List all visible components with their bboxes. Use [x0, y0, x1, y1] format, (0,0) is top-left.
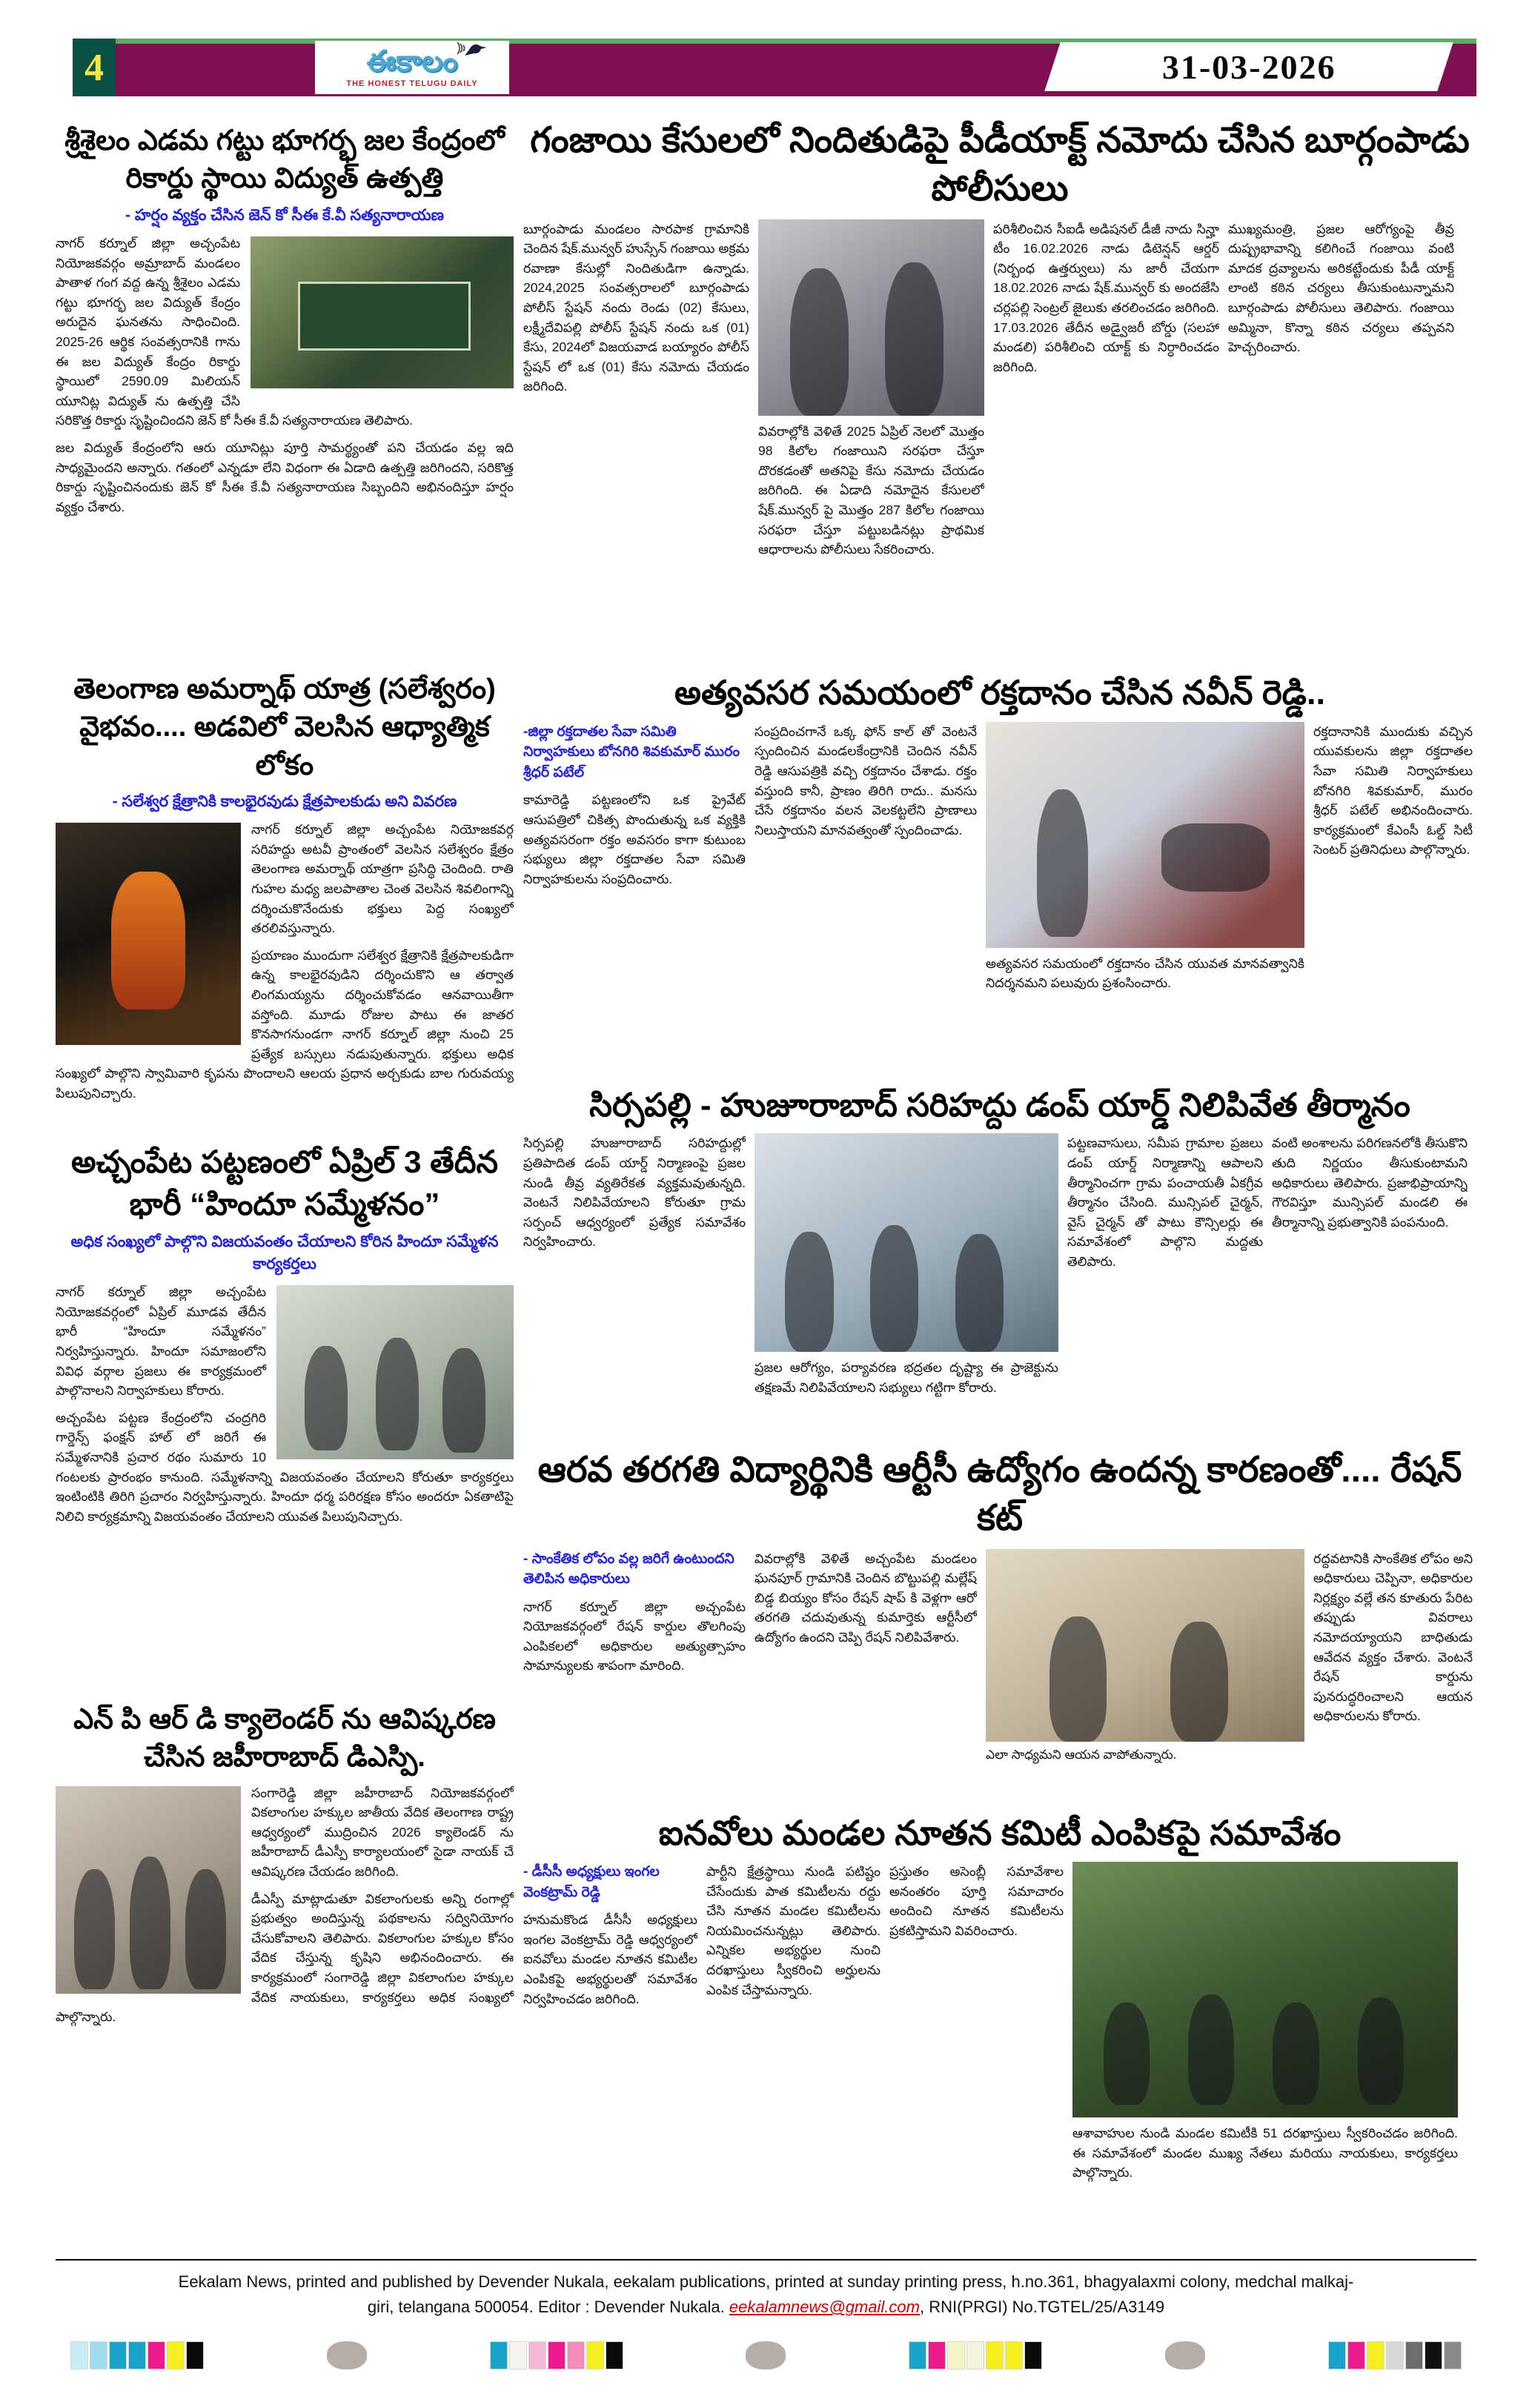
color-swatch [548, 2341, 566, 2369]
article-headline: ఆరవ తరగతి విద్యార్థినికి ఆర్టీసీ ఉద్యోగం ఉందన్న కారణంతో.... రేషన్ కట్ [537, 1450, 1462, 1538]
color-bar-group [909, 2341, 1042, 2369]
color-swatch [986, 2341, 1004, 2369]
column-text: వివరాల్లోకి వెళితే 2025 ఏప్రిల్ నెలలో మొత్తం 98 కిలోల గంజాయిని సరఫరా చేస్తూ దొరకడంతో అతనిపై కేసు నమోదు చేయడం జరిగింది. ఈ ఏడాది నమోదైన కేసులలో షేక్.మున్వర్ పై మొత్తం 287 కిలోల గంజాయి సరఫరా చేస్తూ పట్టుబడినట్లు ప్రాథమిక ఆధారాలను పోలీసులు సేకరించారు. [758, 423, 984, 557]
deity-idol [111, 872, 185, 1009]
hindu-group-photo [276, 1285, 514, 1459]
email-link[interactable]: eekalamnews@gmail.com [729, 2298, 920, 2317]
color-swatch [70, 2341, 88, 2369]
body-column: పార్టీని క్షేత్రస్థాయి నుండి పటిష్టం చేసేందుకు పాత కమిటీలను రద్దు చేసి నూతన మండల కమిటీలను నియమించనున్నట్లు తెలిపారు. ఎన్నికల అభ్యర్థుల నుంచి దరఖాస్తులు స్వీకరించి అర్హులను ఎంపిక చేస్తామన్నారు. [706, 1864, 881, 1997]
logo-tagline: THE HONEST TELUGU DAILY [346, 79, 478, 88]
body-column: సిర్సపల్లి హుజూరాబాద్ సరిహద్దుల్లో ప్రతిపాదిత డంప్ యార్డ్ నిర్మాణంపై ప్రజల నుండి తీవ్ర వ్యతిరేకత వ్యక్తమవుతున్నది. వెంటనే నిలిపివేయాలని కోరుతూ గ్రామ సర్పంచ్ ఆధ్వర్యంలో ప్రత్యేక సమావేశం నిర్వహించారు. [523, 1135, 746, 1250]
article-paragraph: జల విద్యుత్ కేంద్రంలోని ఆరు యూనిట్లు పూర్తి సామర్థ్యంతో పని చేయడం వల్ల ఇది సాధ్యమైందని అన్నారు. గతంలో ఎన్నడూ లేని విధంగా ఈ ఏడాది ఉత్పత్తి జరిగిందని, సరికొత్త రికార్డు సృష్టించినందుకు జెన్ కో సీఈ కే.వీ సత్యనారాయణ సిబ్బందిని అభినందిస్తూ హర్షం వ్యక్తం చేశారు. [56, 440, 514, 514]
body-column [523, 722, 746, 1052]
body-column [755, 1133, 1058, 1422]
color-swatch [109, 2341, 127, 2369]
body-column: పట్టణవాసులు, సమీప గ్రామాల ప్రజలు డంప్ యార్డ్ నిర్మాణాన్ని ఆపాలని తీర్మానించగా గ్రామ పంచాయతీ ఏకగ్రీవ తీర్మానం చేసింది. మున్సిపల్ చైర్మన్, వైస్ చైర్మన్ తో పాటు కౌన్సిలర్లు ఈ సమావేశంలో పాల్గొని మద్దతు తెలిపారు. [1067, 1135, 1263, 1269]
article-body [523, 722, 1476, 1052]
footer-divider [56, 2259, 1476, 2261]
color-swatch [606, 2341, 623, 2369]
article-hindu-sammelan [56, 1141, 514, 1701]
color-swatch [528, 2341, 546, 2369]
body-column: ప్రస్తుతం అసెంబ్లీ సమావేశాల అనంతరం పూర్తి సమాచారం అందించి నూతన కమిటీలను ప్రకటిస్తామని వివరించారు. [889, 1864, 1064, 1938]
color-swatch [1386, 2341, 1404, 2369]
registration-barrel [327, 2341, 367, 2369]
imprint-line2-text: giri, telangana 500054. Editor : Devender Nukala. [367, 2298, 729, 2317]
article-byline: - సాంకేతిక లోపం వల్ల జరిగే ఉంటుందని తెలిపిన అధికారులు [523, 1550, 735, 1588]
color-swatch [928, 2341, 946, 2369]
right-region [523, 117, 1476, 2255]
article-headline: గంజాయి కేసులలో నిందితుడిపై పీడీయాక్ట్ నమోదు చేసిన బూర్గంపాడు పోలీసులు [530, 121, 1470, 208]
registration-barrel [746, 2341, 786, 2369]
article-body [523, 1862, 1476, 2232]
article-inavolu-committee [523, 1810, 1476, 2255]
color-bar-group [490, 2341, 623, 2369]
color-swatch [186, 2341, 204, 2369]
color-swatch [966, 2341, 984, 2369]
article-ganja-pdact [523, 117, 1476, 671]
article-ration-cut [523, 1447, 1476, 1810]
color-swatch [509, 2341, 527, 2369]
color-bar-group [1328, 2341, 1462, 2369]
color-swatch [490, 2341, 508, 2369]
article-headline: సిర్సపల్లి - హుజూరాబాద్ సరిహద్దు డంప్ యార్డ్ నిలిపివేత తీర్మానం [589, 1087, 1410, 1124]
registration-marks [70, 2341, 1462, 2370]
color-swatch [1024, 2341, 1042, 2369]
issue-date: 31-03-2026 [1161, 47, 1336, 86]
article-nprd-calendar [56, 1701, 514, 2253]
article-blood-donation [523, 671, 1476, 1084]
article-body [56, 820, 514, 1103]
registration-barrel [1165, 2341, 1205, 2369]
color-swatch [1347, 2341, 1365, 2369]
column-text: హనుమకొండ డీసీసీ అధ్యక్షులు ఇంగల వెంకట్రామ్ రెడ్డి ఆధ్వర్యంలో ఐనవోలు మండల నూతన కమిటీల ఎంపికపై అభ్యర్థులతో సమావేశం నిర్వహించడం జరిగింది. [523, 1912, 697, 2006]
plant-signboard [298, 282, 471, 350]
page-number-box [73, 39, 116, 96]
article-headline: ఐనవోలు మండల నూతన కమిటీ ఎంపికపై సమావేశం [658, 1814, 1342, 1852]
column-text: నాగర్ కర్నూల్ జిల్లా అచ్చంపేట నియోజకవర్గంలో రేషన్ కార్డుల తొలగింపు ఎంపికలలో అధికారుల అత్యుత్సాహం సామాన్యులకు శాపంగా మారింది. [523, 1599, 746, 1674]
color-bar-group [70, 2341, 204, 2369]
police-handover-photo [758, 219, 984, 416]
article-body [56, 233, 514, 517]
body-column [523, 1862, 697, 2232]
body-column [1072, 1862, 1458, 2232]
body-column: రక్తదానానికి ముందుకు వచ్చిన యువకులను జిల్లా రక్తదాతల సేవా సమితి నిర్వాహకులు బోనగిరి శివకుమార్, మురం శ్రీధర్ పటేల్ అభినందించారు. కార్యక్రమంలో కేఎంసీ ఓల్డ్ సిటీ సెంటర్ ప్రతినిధులు పాల్గొన్నారు. [1313, 723, 1473, 858]
article-paragraph: నాగర్ కర్నూల్ జిల్లా అచ్చంపేట నియోజకవర్గం అమ్రాబాద్ మండలం పాతాళ గంగ వద్ద ఉన్న శ్రీశైలం ఎడమ గట్టు భూగర్భ జల విద్యుత్ కేంద్రం అరుదైన ఘనతను సాధించింది. 2025-26 ఆర్థిక సంవత్సరానికి గాను ఈ జల విద్యుత్ కేంద్రం రికార్డు స్థాయిలో 2590.09 మిలియన్ యూనిట్ల విద్యుత్ ను ఉత్పత్తి చేసి సరికొత్త రికార్డు సృష్టించిందని జెన్ కో సీఈ కే.వీ సత్యనారాయణ తెలిపారు. [56, 235, 414, 428]
color-swatch [909, 2341, 926, 2369]
color-swatch [1328, 2341, 1346, 2369]
color-swatch [1405, 2341, 1423, 2369]
imprint-line2 [56, 2295, 1476, 2320]
article-srisailam [56, 122, 514, 671]
article-amarnath [56, 671, 514, 1141]
logo-title: ఈకాలం [366, 45, 458, 78]
color-swatch [947, 2341, 965, 2369]
body-column: రద్దవటానికి సాంకేతిక లోపం అని అధికారులు చెప్పినా, అధికారుల నిర్లక్ష్యం వల్లే తన కూతురు పేరిట తప్పుడు వివరాలు నమోదయ్యాయని బాధితుడు ఆవేదన వ్యక్తం చేశారు. వెంటనే రేషన్ కార్డును పునరుద్ధరించాలని ఆయన అధికారులను కోరారు. [1313, 1550, 1473, 1724]
article-paragraph: ప్రయాణం ముందుగా సలేశ్వర క్షేత్రానికి క్షేత్రపాలకుడిగా ఉన్న కాలభైరవుడిని దర్శించుకొని ఆ తర్వాత లింగమయ్యను దర్శించుకోవడం ఆనవాయితీగా వస్తోంది. మూడు రోజుల పాటు ఈ జాతర కొనసాగనుండగా నాగర్ కర్నూల్ జిల్లా నుంచి 25 ప్రత్యేక బస్సులు నడుపుతున్నారు. భక్తులు అధిక సంఖ్యలో పాల్గొని స్వామివారి కృపను పొందాలని ఆలయ ప్రధాన అర్చకుడు బాల గురువయ్య పిలుపునిచ్చారు. [56, 947, 514, 1101]
crow-icon [454, 38, 488, 61]
article-headline: ఎన్ పి ఆర్ డి క్యాలెండర్ ను ఆవిష్కరణ చేసిన జహీరాబాద్ డిఎస్పి. [73, 1704, 496, 1774]
article-paragraph: నాగర్ కర్నూల్ జిల్లా అచ్చంపేట నియోజకవర్గ సరిహద్దు అటవీ ప్రాంతంలో వెలసిన సలేశ్వరం క్షేత్రం తెలంగాణ అమర్నాథ్ యాత్రగా ప్రసిద్ధి చెందింది. రాతి గుహల మధ్య జలపాతాల చెంత వెలసిన శివలింగాన్ని దర్శించుకొనేందుకు భక్తులు పెద్ద సంఖ్యలో తరలివస్తున్నారు. [251, 822, 514, 936]
body-column [986, 1549, 1304, 1794]
article-byline: -జిల్లా రక్తదాతల సేవా సమితి నిర్వాహకులు బోనగిరి శివకుమార్ మురం శ్రీధర్ పటేల్ [523, 723, 740, 780]
imprint-line2-tail: , RNI(PRGI) No.TGTEL/25/A3149 [919, 2298, 1165, 2317]
ration-shop-photo [986, 1549, 1304, 1742]
article-paragraph: నాగర్ కర్నూల్ జిల్లా అచ్చంపేట నియోజకవర్గంలో ఏప్రిల్ మూడవ తేదీన భారీ “హిందూ సమ్మేళనం” నిర్వహిస్తున్నారు. హిందూ సమాజంలోని వివిధ వర్గాల ప్రజలు ఈ కార్యక్రమంలో పాల్గొనాలని నిర్వాహకులు కోరారు. [56, 1284, 266, 1399]
color-swatch [128, 2341, 146, 2369]
deity-photo [56, 823, 241, 1045]
article-dump-yard [523, 1084, 1476, 1447]
article-headline: తెలంగాణ అమర్నాథ్ యాత్ర (సలేశ్వరం) వైభవం.... అడవిలో వెలసిన ఆధ్యాత్మిక లోకం [73, 674, 496, 781]
article-paragraph: డీఎస్పీ మాట్లాడుతూ వికలాంగులకు అన్ని రంగాల్లో ప్రభుత్వం అందిస్తున్న పథకాలను సద్వినియోగం చేసుకోవాలని తెలిపారు. వికలాంగుల హక్కుల కోసం వేదిక చేస్తున్న కృషిని అభినందించారు. ఈ కార్యక్రమంలో సంగారెడ్డి జిల్లా వికలాంగుల హక్కుల వేదిక నాయకులు, కార్యకర్తలు అధిక సంఖ్యలో పాల్గొన్నారు. [56, 1891, 514, 2025]
article-byline: అధిక సంఖ్యలో పాల్గొని విజయవంతం చేయాలని కోరిన హిందూ సమ్మేళన కార్యకర్తలు [70, 1233, 499, 1273]
article-headline: శ్రీశైలం ఎడమ గట్టు భూగర్భ జల కేంద్రంలో రికార్డు స్థాయి విద్యుత్ ఉత్పత్తి [64, 125, 505, 195]
imprint [56, 2269, 1476, 2320]
body-column [986, 722, 1304, 1052]
color-swatch [147, 2341, 165, 2369]
body-column: వివరాల్లోకి వెళితే అచ్చంపేట మండలం ఘనపూర్ గ్రామానికి చెందిన బొట్టుపల్లి మల్లేష్ బిడ్డ బియ్యం కోసం రేషన్ షాప్ కి వెళ్లగా ఆరో తరగతి చదువుతున్న కుమార్తెకు ఆర్టీసీలో ఉద్యోగం ఉందని చెప్పి రేషన్ నిలిపివేశారు. [755, 1550, 977, 1645]
imprint-line1: Eekalam News, printed and published by Devender Nukala, eekalam publications, printed at sunday printing press, h.no.361, bhagyalaxmi colony, medchal malkaj- [178, 2272, 1354, 2291]
color-swatch [1367, 2341, 1385, 2369]
color-swatch [90, 2341, 107, 2369]
newspaper-logo [315, 41, 509, 94]
column-text: ప్రజల ఆరోగ్యం, పర్యావరణ భద్రతల దృష్ట్యా ఈ ప్రాజెక్టును తక్షణమే నిలిపివేయాలని సభ్యులు గట్టిగా కోరారు. [755, 1360, 1058, 1395]
page-number: 4 [84, 46, 104, 89]
date-panel [1044, 42, 1453, 91]
article-body [523, 1133, 1476, 1422]
article-body [56, 1783, 514, 2027]
calendar-launch-photo [56, 1786, 241, 1994]
body-column: బూర్గంపాడు మండలం సారపాక గ్రామానికి చెందిన షేక్.మున్వర్ హుస్సేన్ గంజాయి అక్రమ రవాణా కేసుల్లో నిందితుడిగా ఉన్నాడు. 2024,2025 సంవత్సరాలలో బూర్గంపాడు పోలీస్ స్టేషన్ నందు రెండు (02) కేసులు, లక్ష్మీదేవిపల్లి పోలీస్ స్టేషన్ నందు ఒక (01) కేసు, 2024లో విజయవాడ బయ్యారం పోలీస్ స్టేషన్ లో ఒక (01) కేసు నమోదు చేయడం జరిగింది. [523, 221, 749, 394]
meeting-hall-photo [755, 1133, 1058, 1352]
article-body [523, 219, 1476, 634]
body-column [523, 1549, 746, 1794]
article-paragraph: సంగారెడ్డి జిల్లా జహీరాబాద్ నియోజకవర్గంలో వికలాంగుల హక్కుల జాతీయ వేదిక తెలంగాణ రాష్ట్ర ఆధ్వర్యంలో ముద్రించిన 2026 క్యాలెండర్ ను జహీరాబాద్ డీఎస్పీ కార్యాలయంలో సైడా నాయక్ చే ఆవిష్కరణ చేయడం జరిగింది. [251, 1785, 514, 1879]
article-body [523, 1549, 1476, 1794]
color-swatch [586, 2341, 604, 2369]
article-headline: అచ్చంపేట పట్టణంలో ఏప్రిల్ 3 తేదీన భారీ “హిందూ సమ్మేళనం” [70, 1144, 498, 1221]
column-text: అత్యవసర సమయంలో రక్తదానం చేసిన యువత మానవత్వానికి నిదర్శనమని పలువురు ప్రశంసించారు. [986, 955, 1304, 991]
article-headline: అత్యవసర సమయంలో రక్తదానం చేసిన నవీన్ రెడ్డి.. [674, 674, 1325, 712]
outdoor-meeting-photo [1072, 1862, 1458, 2117]
color-swatch [167, 2341, 185, 2369]
article-paragraph: అచ్చంపేట పట్టణ కేంద్రంలోని చంద్రగిరి గార్డెన్స్ ఫంక్షన్ హాల్ లో జరిగే ఈ సమ్మేళనానికి ప్రచార రథం సుమారు 10 గంటలకు ప్రారంభం కానుంది. సమ్మేళనాన్ని విజయవంతం చేయాలని కోరుతూ కార్యకర్తలు ఇంటింటికి తిరిగి ప్రచారం నిర్వహిస్తున్నారు. హిందూ ధర్మ పరిరక్షణ కోసం అందరూ ఏకతాటిపై నిలిచి కార్యక్రమాన్ని విజయవంతం చేయాలని యువత పిలుపునిచ్చారు. [56, 1410, 514, 1524]
body-column: ముఖ్యమంత్రి, ప్రజల ఆరోగ్యంపై తీవ్ర దుష్ప్రభావాన్ని కలిగించే గంజాయి వంటి మాదక ద్రవ్యాలను అరికట్టేందుకు పీడీ యాక్ట్ లాంటి కఠిన చర్యలు తీసుకుంటున్నామని బూర్గంపాడు పోలీసులు తెలిపారు. గంజాయి అమ్మినా, కొన్నా కఠిన చర్యలు తప్పవని హెచ్చరించారు. [1228, 221, 1454, 355]
hydro-plant-photo [251, 236, 514, 388]
color-swatch [1005, 2341, 1023, 2369]
column-text: కామారెడ్డి పట్టణంలోని ఒక ప్రైవేట్ ఆసుపత్రిలో చికిత్స పొందుతున్న ఒక వ్యక్తికి అత్యవసరంగా రక్తం అవసరం కాగా కుటుంబ సభ్యులు జిల్లా రక్తదాతల సేవా సమితి నిర్వాహకులను సంప్రదించారు. [523, 792, 746, 886]
body-column: పరిశీలించిన సీఐడీ అడిషనల్ డీజీ నాదు సిన్హా టీం 16.02.2026 నాడు డిటెన్షన్ ఆర్డర్ (నిర్బంధ ఉత్తర్వులు) ను జారీ చేయగా 18.02.2026 నాడు షేక్.మున్వర్ కు అందజేసి చర్లపల్లి సెంట్రల్ జైలుకు తరలించడం జరిగింది. 17.03.2026 తేదీన అడ్వైజరీ బోర్డు (సలహా మండలి) పరిశీలించి యాక్ట్ కు నిర్ధారించడం జరిగింది. [993, 221, 1219, 374]
column-text: ఆశావాహుల నుండి మండల కమిటీకి 51 దరఖాస్తులు స్వీకరించడం జరిగింది. ఈ సమావేశంలో మండల ముఖ్య నేతలు మరియు నాయకులు, కార్యకర్తలు పాల్గొన్నారు. [1072, 2126, 1458, 2180]
article-body [56, 1282, 514, 1526]
photo-caption: ఎలా సాధ్యమని ఆయన వాపోతున్నారు. [986, 1747, 1177, 1762]
body-column: సంప్రదించగానే ఒక్క ఫోన్ కాల్ తో వెంటనే స్పందించిన మండలకేంద్రానికి చెందిన నవీన్ రెడ్డి ఆసుపత్రికి వచ్చి రక్తదానం చేశాడు. రక్తం వస్తుంది కానీ, ప్రాణం తిరిగి రాదు.. మనసు చేసే రక్తదానం వలన వెలకట్టలేని ప్రాణాలు నిలుస్తాయని మానవత్వంతో స్పందించాడు. [755, 723, 977, 838]
body-column [758, 219, 984, 634]
article-byline: - డీసీసీ అధ్యక్షులు ఇంగల వెంకట్రామ్ రెడ్డి [523, 1864, 660, 1900]
color-swatch [1425, 2341, 1442, 2369]
color-swatch [567, 2341, 585, 2369]
body-column: వంటి అంశాలను పరిగణనలోకి తీసుకొని తుది నిర్ణయం తీసుకుంటామని అధికారులు తెలిపారు. ప్రజాభిప్రాయాన్ని గౌరవిస్తూ మున్సిపల్ మండలి ఈ తీర్మానాన్ని ప్రభుత్వానికి పంపనుంది. [1272, 1135, 1468, 1230]
blood-donation-photo [986, 722, 1304, 948]
article-byline: - సలేశ్వర క్షేత్రానికి కాలభైరవుడు క్షేత్రపాలకుడు అని వివరణ [112, 792, 457, 810]
article-byline: - హర్షం వ్యక్తం చేసిన జెన్ కో సీఈ కే.వీ సత్యనారాయణ [125, 206, 444, 224]
color-swatch [1444, 2341, 1462, 2369]
left-column [56, 122, 514, 2253]
masthead [73, 39, 1476, 96]
